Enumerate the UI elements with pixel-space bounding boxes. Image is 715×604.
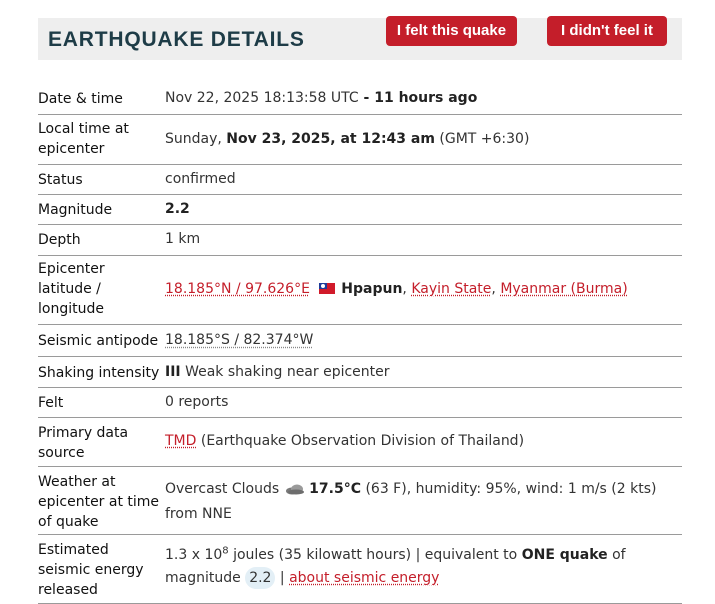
- value-antipode: [165, 329, 680, 352]
- label-epicenter: Epicenter latitude / longitude: [38, 261, 105, 317]
- energy-joules: joules (35 kilowatt hours) | equivalent to: [228, 547, 522, 563]
- source-agency-full: (Earthquake Observation Division of Thailand): [196, 433, 525, 449]
- region-link[interactable]: Kayin State: [411, 281, 492, 297]
- energy-exponent: 8: [222, 545, 229, 557]
- row-weather: [38, 467, 682, 535]
- label-energy: Estimated seismic energy released: [38, 542, 144, 598]
- value-depth: 1 km: [165, 231, 201, 247]
- row-antipode: [38, 325, 682, 357]
- weather-temp: 17.5°C: [309, 481, 361, 497]
- label-depth: Depth: [38, 232, 81, 248]
- shaking-level: III: [165, 364, 181, 380]
- label-local-time: Local time at epicenter: [38, 121, 129, 157]
- label-status: Status: [38, 172, 83, 188]
- value-magnitude: [165, 198, 680, 221]
- row-magnitude: [38, 195, 682, 225]
- source-agency-link[interactable]: TMD: [165, 433, 197, 449]
- row-epicenter: [38, 256, 682, 325]
- value-datetime: [165, 87, 680, 110]
- value-weather: [165, 478, 680, 526]
- energy-sep: |: [275, 570, 290, 586]
- row-status: [38, 165, 682, 195]
- row-local-time: [38, 115, 682, 165]
- row-datetime: [38, 84, 682, 115]
- value-epicenter: [165, 278, 680, 301]
- energy-magnitude-word: magnitude: [165, 570, 246, 586]
- myanmar-flag-icon: [319, 283, 335, 294]
- label-source: Primary data source: [38, 425, 129, 461]
- epicenter-place: Hpapun: [341, 281, 403, 297]
- label-magnitude: Magnitude: [38, 202, 113, 218]
- energy-equiv: ONE quake: [521, 547, 608, 563]
- row-energy: [38, 535, 682, 604]
- page-title: EARTHQUAKE DETAILS: [48, 28, 305, 51]
- row-shaking: [38, 357, 682, 388]
- epicenter-sep2: ,: [491, 281, 501, 297]
- row-source: [38, 418, 682, 467]
- local-offset: (GMT +6:30): [434, 131, 530, 147]
- local-date: Nov 23, 2025, at 12:43 am: [226, 131, 435, 147]
- datetime-utc: Nov 22, 2025 18:13:58 UTC: [165, 90, 359, 106]
- magnitude-number: 2.2: [165, 201, 190, 217]
- about-seismic-energy-link[interactable]: about seismic energy: [289, 570, 440, 586]
- datetime-relative: - 11 hours ago: [358, 90, 478, 106]
- antipode-coords[interactable]: 18.185°S / 82.374°W: [165, 332, 314, 348]
- weather-condition: Overcast Clouds: [165, 481, 280, 497]
- country-link[interactable]: Myanmar (Burma): [500, 281, 628, 297]
- value-energy: [165, 544, 680, 590]
- epicenter-sep1: ,: [402, 281, 412, 297]
- label-shaking: Shaking intensity: [38, 365, 160, 381]
- details-table: [38, 84, 682, 604]
- energy-of: of: [607, 547, 626, 563]
- felt-quake-button[interactable]: I felt this quake: [386, 16, 517, 46]
- value-local-time: [165, 128, 680, 151]
- cloud-icon: [285, 480, 305, 503]
- not-felt-quake-button[interactable]: I didn't feel it: [547, 16, 667, 46]
- row-felt: [38, 388, 682, 418]
- epicenter-coords-link[interactable]: 18.185°N / 97.626°E: [165, 281, 310, 297]
- value-felt: 0 reports: [165, 394, 229, 410]
- row-depth: [38, 225, 682, 256]
- label-weather: Weather at epicenter at time of quake: [38, 474, 160, 530]
- label-felt: Felt: [38, 395, 64, 411]
- value-source: [165, 430, 680, 453]
- energy-magnitude-badge: 2.2: [245, 567, 275, 589]
- energy-base: 1.3 x 10: [165, 547, 223, 563]
- label-datetime: Date & time: [38, 91, 123, 107]
- label-antipode: Seismic antipode: [38, 333, 159, 349]
- value-status: confirmed: [165, 171, 236, 187]
- weather-rest: (63 F), humidity: 95%, wind: 1 m/s (2 kts) from NNE: [165, 481, 657, 522]
- value-shaking: [165, 361, 680, 384]
- local-weekday: Sunday,: [165, 131, 227, 147]
- shaking-desc: Weak shaking near epicenter: [180, 364, 390, 380]
